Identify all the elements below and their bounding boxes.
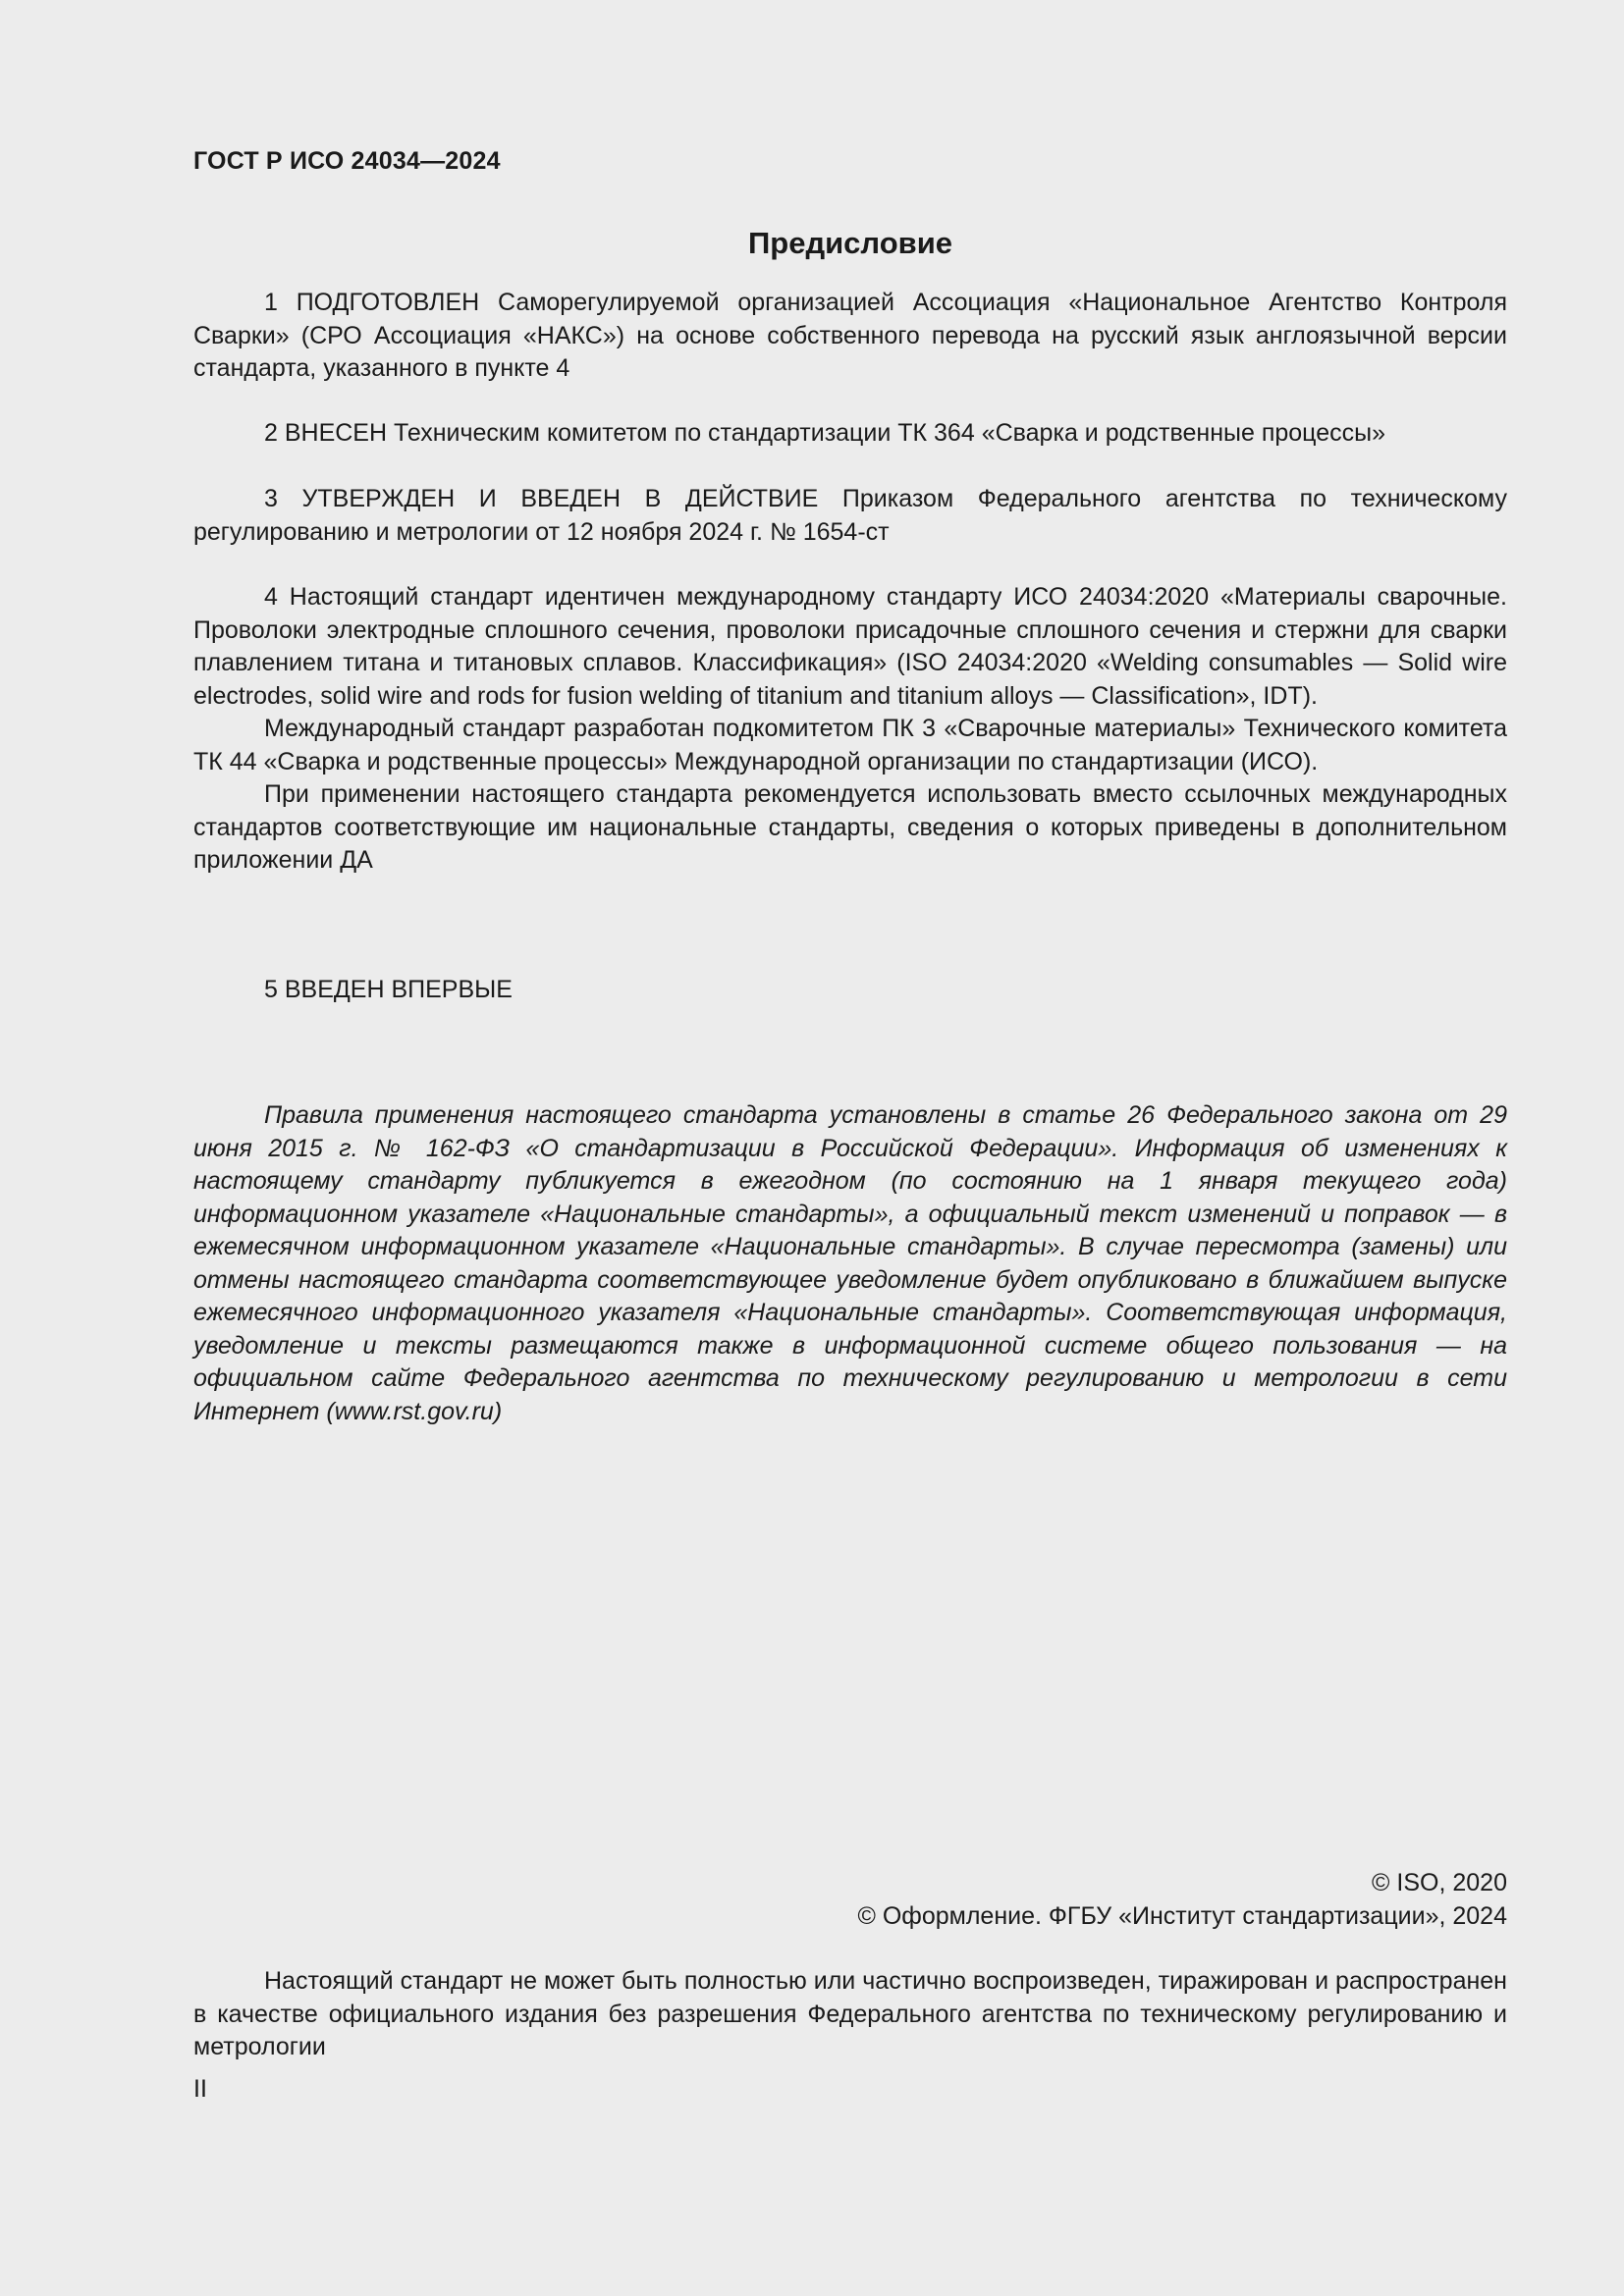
copyright-block (857, 1867, 1507, 1933)
document-page (193, 0, 1507, 2296)
foreword-item-2 (193, 417, 1507, 451)
page-title: Предисловие (747, 226, 952, 260)
foreword-item-3 (193, 483, 1507, 549)
foreword-item-2-text: 2 ВНЕСЕН Техническим комитетом по стандартизации ТК 364 «Сварка и родственные процессы» (264, 419, 1385, 447)
foreword-item-5 (193, 974, 1507, 1007)
copyright-design: © Оформление. ФГБУ «Институт стандартизации», 2024 (857, 1901, 1507, 1930)
foreword-item-1-text: 1 ПОДГОТОВЛЕН Саморегулируемой организацией Ассоциация «Национальное Агентство Контроля Сварки» (СРО Ассоциация «НАКС») на основе собственного перевода на русский язык англоязычной версии стандарта, указанного в пункте 4 (193, 289, 1507, 382)
reproduction-notice (193, 1965, 1507, 2064)
reproduction-notice-text: Настоящий стандарт не может быть полностью или частично воспроизведен, тиражирован и распространен в качестве официального издания без разрешения Федерального агентства по техническому регулированию и метрологии (193, 1967, 1507, 2060)
copyright-iso: © ISO, 2020 (1372, 1869, 1507, 1896)
foreword-item-3-text: 3 УТВЕРЖДЕН И ВВЕДЕН В ДЕЙСТВИЕ Приказом Федерального агентства по техническому регулированию и метрологии от 12 ноября 2024 г. № 1654-ст (193, 485, 1507, 546)
document-code-header: ГОСТ Р ИСО 24034—2024 (193, 147, 501, 175)
foreword-item-5-text: 5 ВВЕДЕН ВПЕРВЫЕ (264, 976, 513, 1003)
foreword-item-4 (193, 581, 1507, 878)
rules-note (193, 1099, 1507, 1428)
rules-note-text: Правила применения настоящего стандарта установлены в статье 26 Федерального закона от 29 июня 2015 г. № 162-ФЗ «О стандартизации в Российской Федерации». Информация об изменениях к настоящему стандарту публикуется в ежегодном (по состоянию на 1 января текущего года) информационном указателе «Национальные стандарты», а официальный текст изменений и поправок — в ежемесячном информационном указателе «Национальные стандарты». В случае пересмотра (замены) или отмены настоящего стандарта соответствующее уведомление будет опубликовано в ближайшем выпуске ежемесячного информационного указателя «Национальные стандарты». Соответствующая информация, уведомление и тексты размещаются также в информационной системе общего пользования — на официальном сайте Федерального агентства по техническому регулированию и метрологии в сети Интернет (www.rst.gov.ru) (193, 1101, 1507, 1425)
page-number: II (193, 2075, 207, 2103)
foreword-item-4-text-2: Международный стандарт разработан подкомитетом ПК 3 «Сварочные материалы» Технического комитета ТК 44 «Сварка и родственные процессы» Международной организации по стандартизации (ИСО). (193, 715, 1507, 775)
foreword-item-4-text-3: При применении настоящего стандарта рекомендуется использовать вместо ссылочных международных стандартов соответствующие им национальные стандарты, сведения о которых приведены в дополнительном приложении ДА (193, 780, 1507, 874)
foreword-item-4-text: 4 Настоящий стандарт идентичен международному стандарту ИСО 24034:2020 «Материалы сварочные. Проволоки электродные сплошного сечения, проволоки присадочные сплошного сечения и стержни для сварки плавлением титана и титановых сплавов. Классификация» (ISO 24034:2020 «Welding consumables — Solid wire electrodes, solid wire and rods for fusion welding of titanium and titanium alloys — Classification», IDT). (193, 583, 1507, 710)
foreword-item-1 (193, 287, 1507, 386)
